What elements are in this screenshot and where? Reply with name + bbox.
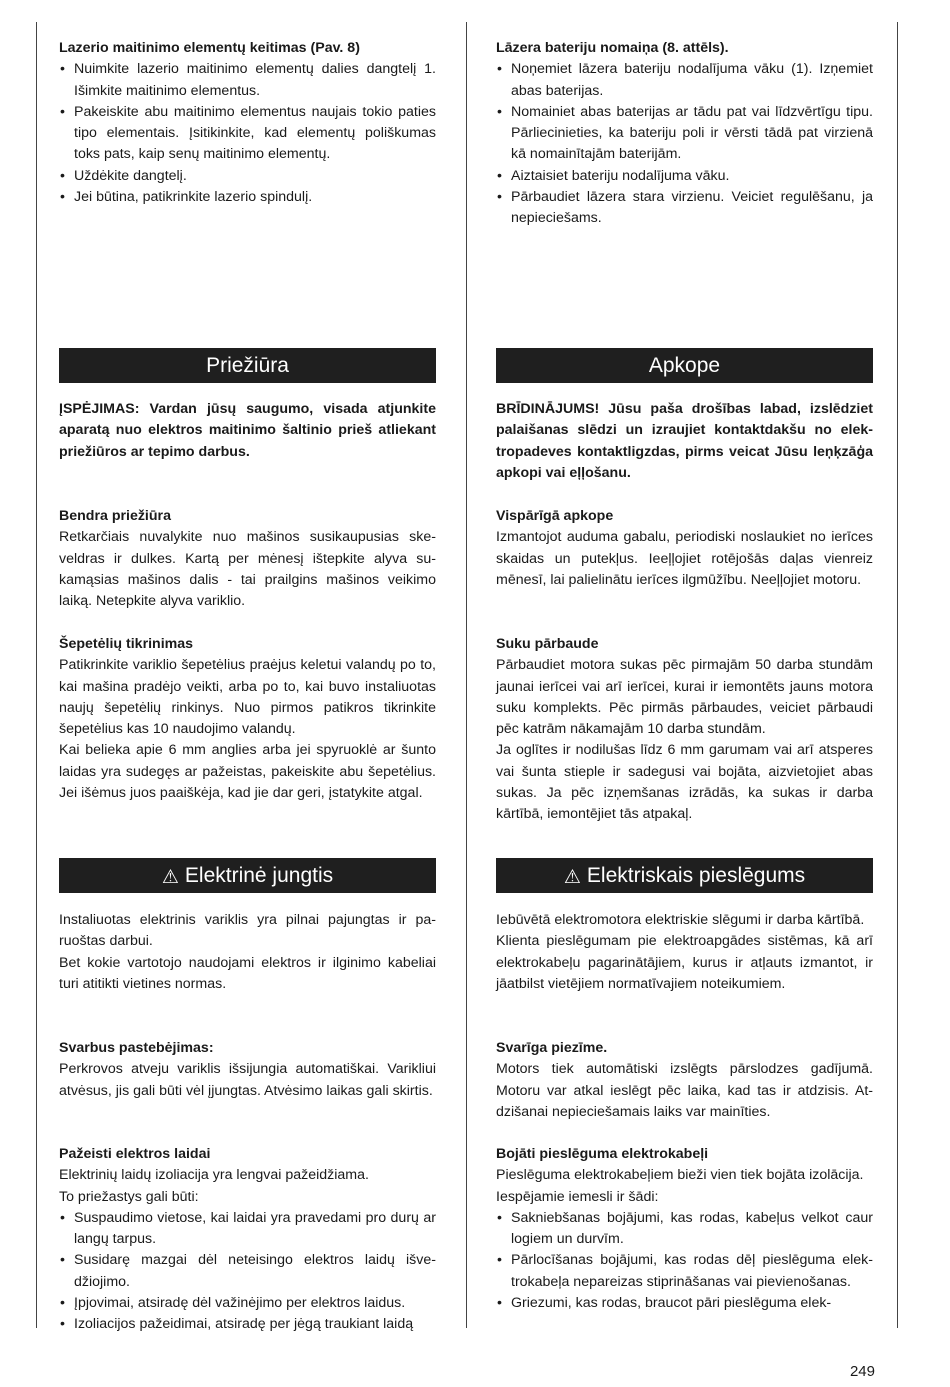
section-title: Elektriskais pieslēgums	[586, 864, 806, 887]
list-item: • Pārbaudiet lāzera stara virzienu. Veiciet regulēšanu, ja nepieciešams.	[496, 187, 873, 230]
paragraph: Retkarčiais nuvalykite nuo mašinos susikaupusias skeveldras ir dulkes. Kartą per mėnesį ištepkite alyva sukamąsias mašinos dalis - tai prailgins mašinos veikimo laiką. Netepkite alyva variklio.	[59, 529, 436, 610]
damaged-cables-section	[59, 1144, 436, 1336]
paragraph: Kai belieka apie 6 mm anglies arba jei spyruoklė ar šunto laidas yra sudegęs ar pažeistas, pakeiskite abu šepetėlius. Jei išėmus juos paaiškėja, kad jie dar geri, įstatykite atgal.	[59, 742, 436, 802]
paragraph: Izmantojot auduma gabalu, periodiski noslaukiet no ierīces skaidas un putekļus. Ieeļļojiet rotējošās daļas vienreiz mēnesī, lai palielinātu ierīces ilgmūžību. Neeļļojiet motoru.	[496, 529, 873, 588]
paragraph: Elektrinių laidų izoliacija yra lengvai pažeidžiama.	[59, 1167, 369, 1184]
section-title: Elektrinė jungtis	[184, 864, 334, 887]
paragraph: Pārbaudiet motora sukas pēc pirmajām 50 darba stundām jaunai ierīcei vai arī ierīcei, kurai ir iemontēts jauns motora suku komplekts. Pēc pirmās pārbaudes, veiciet pārbaudi pēc katrām nākamajām 10 darba stundām.	[496, 657, 873, 738]
list-item: • Suspaudimo vietose, kai laidai yra pravedami pro durų ar langų tarpus.	[59, 1208, 436, 1251]
list-item: • Sakniebšanas bojājumi, kas rodas, kabeļus velkot caur logiem un durvīm.	[496, 1208, 873, 1251]
general-maintenance-section	[496, 506, 873, 591]
paragraph: Klienta pieslēgumam pie elektroapgādes sistēmas, kā arī elektrokabeļu pagarinātājiem, kurus ir atļauts izmantot, ir jāatbilst vietējiem normatīvajiem noteikumiem.	[496, 933, 873, 992]
right-margin-rule	[897, 22, 898, 1328]
warning-triangle-icon: ⚠	[563, 867, 581, 888]
page-number: 249	[849, 1363, 875, 1380]
paragraph: Patikrinkite variklio šepetėlius praėjus keletui valandų po to, kai mašina pradėjo veikti, arba po to, kai buvo instaliuotas naujų šepetėlių rinkinys. Nuo pirmos patikros tikrinkite šepetėlius kas 10 naudojimo valandų.	[59, 657, 436, 738]
warning-text: ĮSPĖJIMAS: Vardan jūsų saugumo, visada atjunkite aparatą nuo elektros maitinimo šaltinio prieš atliekant priežiūros ar tepimo darbus.	[59, 401, 436, 460]
subsection-heading: Bojāti pieslēguma elektrokabeļi	[496, 1146, 709, 1162]
list-item: • Įpjovimai, atsiradę dėl važinėjimo per elektros laidus.	[59, 1293, 436, 1314]
instruction-list	[496, 59, 873, 229]
laser-battery-section	[59, 38, 436, 208]
section-title: Apkope	[648, 354, 721, 377]
paragraph: Perkrovos atveju variklis išsijungia automatiškai. Varikliui atvėsus, jis gali būti vėl įjungtas. Atvėsimo laikas gali skirtis.	[59, 1061, 436, 1099]
cause-list	[496, 1208, 873, 1314]
list-item: • Griezumi, kas rodas, braucot pāri pieslēguma elek-	[496, 1293, 873, 1314]
subsection-heading: Vispārīgā apkope	[496, 508, 614, 524]
paragraph: Motors tiek automātiski izslēgts pārslodzes gadījumā. Motoru var atkal ieslēgt pēc laika, kad tas ir atdzisis. Atdzišanai nepieciešamais laiks var mainīties.	[496, 1061, 873, 1120]
subsection-heading: Svarīga piezīme.	[496, 1040, 608, 1056]
paragraph: Pieslēguma elektrokabeļiem bieži vien tiek bojāta izolācija.	[496, 1167, 864, 1184]
safety-warning	[59, 399, 436, 463]
list-item: • Susidarę mazgai dėl neteisingo elektros laidų išvedžiojimo.	[59, 1250, 436, 1293]
subsection-heading: Svarbus pastebėjimas:	[59, 1040, 214, 1056]
cause-list	[59, 1208, 436, 1336]
paragraph: Ja oglītes ir nodilušas līdz 6 mm garumam vai arī atsperes vai šunta stieple ir sadegusi vai bojāta, aizvietojiet abas sukas. Ja pēc izņemšanas izrādās, ka sukas ir darba kārtībā, iemontējiet tās atpakaļ.	[496, 742, 873, 823]
subsection-heading: Bendra priežiūra	[59, 508, 171, 524]
damaged-cables-section	[496, 1144, 873, 1314]
laser-battery-section	[496, 38, 873, 230]
section-title-bar	[496, 348, 873, 383]
general-maintenance-section	[59, 506, 436, 612]
list-item: • Noņemiet lāzera bateriju nodalījuma vāku (1). Izņemiet abas baterijas.	[496, 59, 873, 102]
paragraph: Iebūvētā elektromotora elektriskie slēgumi ir darba kārtībā.	[496, 912, 865, 928]
list-item: • Jei būtina, patikrinkite lazerio spindulį.	[59, 187, 436, 208]
important-notice-section	[496, 1038, 873, 1123]
list-item: • Pārlocīšanas bojājumi, kas rodas dēļ pieslēguma elektrokabeļa nepareizas stiprināšanas vai pievienošanas.	[496, 1250, 873, 1293]
list-item: • Izoliacijos pažeidimai, atsiradę per jėgą traukiant laidą	[59, 1314, 436, 1335]
important-notice-section	[59, 1038, 436, 1102]
section-title-bar	[59, 858, 436, 893]
list-item: • Nuimkite lazerio maitinimo elementų dalies dangtelį 1. Išimkite maitinimo elementus.	[59, 59, 436, 102]
subsection-heading: Pažeisti elektros laidai	[59, 1146, 211, 1162]
section-title: Priežiūra	[206, 354, 289, 377]
list-item: • Uždėkite dangtelį.	[59, 166, 436, 187]
warning-triangle-icon: ⚠	[161, 867, 179, 888]
left-margin-rule	[36, 22, 37, 1328]
electric-intro	[496, 910, 873, 995]
list-item: • Aiztaisiet bateriju nodalījuma vāku.	[496, 166, 873, 187]
section-title-bar	[59, 348, 436, 383]
electric-intro	[59, 910, 436, 995]
section-title-bar	[496, 858, 873, 893]
list-item: • Nomainiet abas baterijas ar tādu pat vai līdzvērtīgu tipu. Pārliecinieties, ka bateriju poli ir vērsti tādā pat virzienā kā nomainītajām baterijām.	[496, 102, 873, 166]
instruction-list	[59, 59, 436, 208]
warning-text: BRĪDINĀJUMS! Jūsu paša drošības labad, izslēdziet palaišanas slēdzi un izraujiet kontaktdakšu no elektropadeves kontaktligzdas, pirms veicat Jūsu leņķzāģa apkopi vai eļļošanu.	[496, 401, 873, 481]
column-divider	[466, 22, 467, 1328]
list-item: • Pakeiskite abu maitinimo elementus naujais tokio paties tipo elementais. Įsitikinkite, kad elementų poliškumas toks pats, kaip senų maitinimo elementų.	[59, 102, 436, 166]
paragraph: Instaliuotas elektrinis variklis yra pilnai pajungtas ir paruoštas darbui.	[59, 912, 436, 950]
safety-warning	[496, 399, 873, 484]
paragraph: Iespējamie iemesli ir šādi:	[496, 1188, 659, 1205]
subsection-heading: Šepetėlių tikrinimas	[59, 636, 194, 652]
section-heading: Lāzera bateriju nomaiņa (8. attēls).	[496, 40, 729, 56]
brushes-section	[496, 634, 873, 826]
paragraph: Bet kokie vartotojo naudojami elektros ir ilginimo kabeliai turi atitikti vietines normas.	[59, 954, 436, 992]
section-heading: Lazerio maitinimo elementų keitimas (Pav. 8)	[59, 40, 360, 56]
paragraph: To priežastys gali būti:	[59, 1188, 199, 1205]
subsection-heading: Suku pārbaude	[496, 636, 599, 652]
brushes-section	[59, 634, 436, 804]
